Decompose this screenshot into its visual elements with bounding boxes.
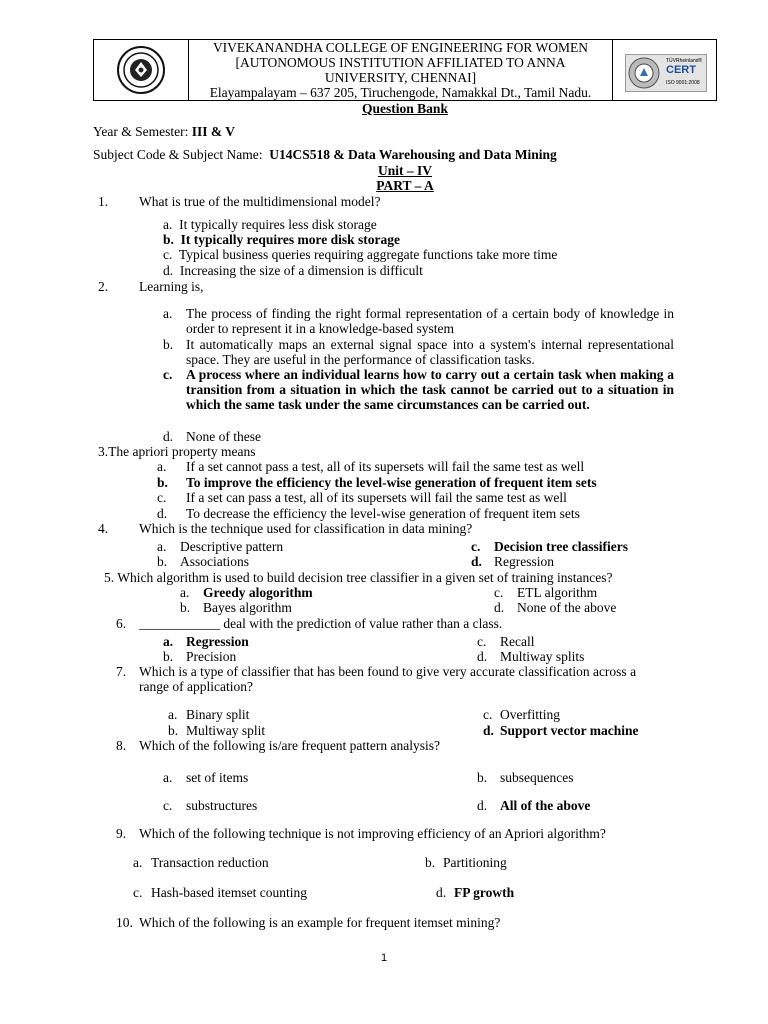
college-name: VIVEKANANDHA COLLEGE OF ENGINEERING FOR WOMEN — [212, 40, 589, 55]
q8-option-b-letter: b. — [477, 770, 488, 785]
q5-option-b: Bayes algorithm — [203, 600, 292, 615]
q5-option-d: None of the above — [517, 600, 617, 615]
q9-option-c: Hash-based itemset counting — [151, 885, 307, 900]
q2-option-a-letter: a. — [163, 306, 173, 321]
q2-option-b: It automatically maps an external signal space into a system's internal representational space. They are useful in the performance of classification tasks. — [186, 337, 674, 368]
q9-option-c-letter: c. — [133, 885, 143, 900]
question-6-number: 6. — [116, 616, 127, 631]
q2-option-d: None of these — [186, 429, 261, 444]
question-5-text: 5. Which algorithm is used to build decision tree classifier in a given set of training instances? — [104, 570, 613, 585]
subject-line — [93, 147, 557, 162]
question-10-text: Which of the following is an example for frequent itemset mining? — [139, 915, 501, 930]
question-9-text: Which of the following technique is not improving efficiency of an Apriori algorithm? — [139, 826, 606, 841]
q2-option-d-letter: d. — [163, 429, 174, 444]
unit-heading: Unit – IV — [377, 163, 432, 178]
q8-option-d-letter: d. — [477, 798, 488, 813]
q1-option-d: d. Increasing the size of a dimension is difficult — [163, 263, 423, 278]
q5-option-b-letter: b. — [180, 600, 191, 615]
q6-option-c-letter: c. — [477, 634, 487, 649]
q3-option-c: If a set can pass a test, all of its supersets will fail the same test as well — [186, 490, 567, 505]
q3-option-a-letter: a. — [157, 459, 167, 474]
college-header — [93, 39, 717, 101]
question-6-text: ____________ deal with the prediction of value rather than a class. — [139, 616, 503, 631]
q5-option-d-letter: d. — [494, 600, 505, 615]
q6-option-c: Recall — [500, 634, 535, 649]
q8-option-a: set of items — [186, 770, 249, 785]
cert-badge — [625, 54, 707, 92]
q6-option-a-letter: a. — [163, 634, 174, 649]
q7-option-a-letter: a. — [168, 707, 178, 722]
q1-option-b: b. It typically requires more disk storage — [163, 232, 401, 247]
q7-option-d-letter: d. — [483, 723, 494, 738]
q5-option-c-letter: c. — [494, 585, 504, 600]
college-header-text — [189, 40, 612, 100]
q4-option-a: Descriptive pattern — [180, 539, 284, 554]
q3-option-d: To decrease the efficiency the level-wise generation of frequent item sets — [186, 506, 580, 521]
q9-option-a: Transaction reduction — [151, 855, 269, 870]
q4-option-a-letter: a. — [157, 539, 167, 554]
question-9-number: 9. — [116, 826, 127, 841]
question-2-text: Learning is, — [139, 279, 204, 294]
question-1-text: What is true of the multidimensional model? — [139, 194, 381, 209]
year-semester — [93, 124, 235, 139]
q2-option-c: A process where an individual learns how to carry out a certain task when making a transition from a situation in which the task cannot be carried out to a situation in which the same task under the same circumstances can be carried out. — [186, 367, 674, 413]
question-4-text: Which is the technique used for classification in data mining? — [139, 521, 473, 536]
q7-option-c-letter: c. — [483, 707, 493, 722]
q6-option-b: Precision — [186, 649, 237, 664]
q3-option-c-letter: c. — [157, 490, 167, 505]
q3-option-b-letter: b. — [157, 475, 168, 490]
college-affiliation-1: [AUTONOMOUS INSTITUTION AFFILIATED TO ANNA — [235, 55, 566, 70]
q4-option-d-letter: d. — [471, 554, 482, 569]
q4-option-c: Decision tree classifiers — [494, 539, 628, 554]
certification-logo-cell — [612, 40, 716, 100]
question-3-text: 3.The apriori property means — [98, 444, 256, 459]
q9-option-d-letter: d. — [436, 885, 447, 900]
subject-value: U14CS518 & Data Warehousing and Data Mining — [269, 147, 557, 162]
cert-iso: ISO 9001:2008 — [666, 80, 700, 86]
part-heading: PART – A — [376, 178, 434, 193]
year-label: Year & Semester: — [93, 124, 189, 139]
q8-option-a-letter: a. — [163, 770, 173, 785]
q8-option-c-letter: c. — [163, 798, 173, 813]
page-number: 1 — [380, 952, 388, 964]
q9-option-b-letter: b. — [425, 855, 436, 870]
q6-option-a: Regression — [186, 634, 249, 649]
q8-option-d: All of the above — [500, 798, 591, 813]
q3-option-d-letter: d. — [157, 506, 168, 521]
q7-option-b: Multiway split — [186, 723, 266, 738]
question-7-text-line2: range of application? — [139, 679, 253, 694]
q5-option-a-letter: a. — [180, 585, 190, 600]
college-logo-cell — [94, 40, 189, 100]
q4-option-d: Regression — [494, 554, 554, 569]
q6-option-b-letter: b. — [163, 649, 174, 664]
cert-emblem-icon — [626, 55, 662, 91]
doc-title: Question Bank — [362, 101, 448, 116]
q4-option-b: Associations — [180, 554, 249, 569]
q2-option-b-letter: b. — [163, 337, 174, 352]
q7-option-b-letter: b. — [168, 723, 179, 738]
college-affiliation-2: UNIVERSITY, CHENNAI] — [324, 70, 477, 85]
q1-option-a: a. It typically requires less disk storage — [163, 217, 377, 232]
q6-option-d: Multiway splits — [500, 649, 585, 664]
q3-option-a: If a set cannot pass a test, all of its supersets will fail the same test as well — [186, 459, 585, 474]
question-4-number: 4. — [98, 521, 109, 536]
q7-option-d: Support vector machine — [500, 723, 639, 738]
college-address: Elayampalayam – 637 205, Tiruchengode, Namakkal Dt., Tamil Nadu. — [209, 85, 592, 100]
question-1-number: 1. — [98, 194, 109, 209]
q4-option-b-letter: b. — [157, 554, 168, 569]
q7-option-a: Binary split — [186, 707, 250, 722]
q9-option-b: Partitioning — [443, 855, 507, 870]
q2-option-c-letter: c. — [163, 367, 173, 382]
q9-option-d: FP growth — [454, 885, 515, 900]
q5-option-c: ETL algorithm — [517, 585, 598, 600]
question-7-text-line1: Which is a type of classifier that has been found to give very accurate classification across a — [139, 664, 637, 679]
q4-option-c-letter: c. — [471, 539, 481, 554]
q8-option-c: substructures — [186, 798, 258, 813]
question-8-number: 8. — [116, 738, 127, 753]
year-value: III & V — [191, 124, 236, 139]
q9-option-a-letter: a. — [133, 855, 143, 870]
college-seal-icon — [94, 40, 189, 100]
q6-option-d-letter: d. — [477, 649, 488, 664]
question-2-number: 2. — [98, 279, 109, 294]
q1-option-c: c. Typical business queries requiring aggregate functions take more time — [163, 247, 558, 262]
subject-label: Subject Code & Subject Name: — [93, 147, 263, 162]
question-10-number: 10. — [116, 915, 133, 930]
question-8-text: Which of the following is/are frequent pattern analysis? — [139, 738, 441, 753]
cert-brand: TÜVRheinland® — [666, 58, 703, 64]
q5-option-a: Greedy alogorithm — [203, 585, 313, 600]
q7-option-c: Overfitting — [500, 707, 560, 722]
question-7-number: 7. — [116, 664, 127, 679]
q8-option-b: subsequences — [500, 770, 574, 785]
q2-option-a: The process of finding the right formal representation of a certain body of knowledge in order to represent it in a knowledge-based system — [186, 306, 674, 337]
cert-label: CERT — [666, 64, 696, 76]
q3-option-b: To improve the efficiency the level-wise generation of frequent item sets — [186, 475, 597, 490]
